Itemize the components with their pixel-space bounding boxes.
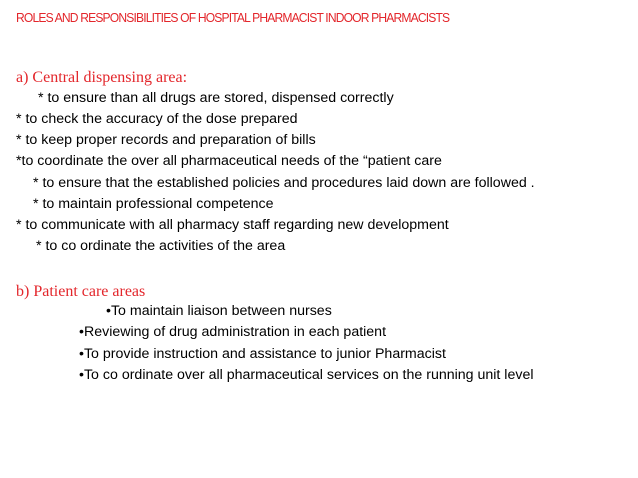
- section-b-heading: b) Patient care areas: [16, 283, 146, 300]
- section-a-item: * to maintain professional competence: [33, 196, 274, 212]
- section-a-item: * to co ordinate the activities of the area: [36, 238, 286, 254]
- slide-title: ROLES AND RESPONSIBILITIES OF HOSPITAL PHARMACIST INDOOR PHARMACISTS: [16, 10, 450, 25]
- section-b-item: •To co ordinate over all pharmaceutical services on the running unit level: [79, 367, 534, 383]
- section-b-item: •To provide instruction and assistance to junior Pharmacist: [79, 346, 446, 362]
- section-a-item: *to coordinate the over all pharmaceutical needs of the “patient care: [16, 153, 442, 169]
- section-a-item: * to keep proper records and preparation of bills: [16, 132, 316, 148]
- section-a-item: * to ensure than all drugs are stored, dispensed correctly: [38, 90, 394, 106]
- section-a-item: * to communicate with all pharmacy staff regarding new development: [16, 217, 449, 233]
- section-b-item: •Reviewing of drug administration in each patient: [79, 324, 387, 340]
- section-a-item: * to ensure that the established policies and procedures laid down are followed .: [33, 175, 535, 191]
- section-a-item: * to check the accuracy of the dose prepared: [16, 111, 298, 127]
- section-b-item: •To maintain liaison between nurses: [106, 303, 332, 319]
- section-a-heading: a) Central dispensing area:: [16, 69, 188, 86]
